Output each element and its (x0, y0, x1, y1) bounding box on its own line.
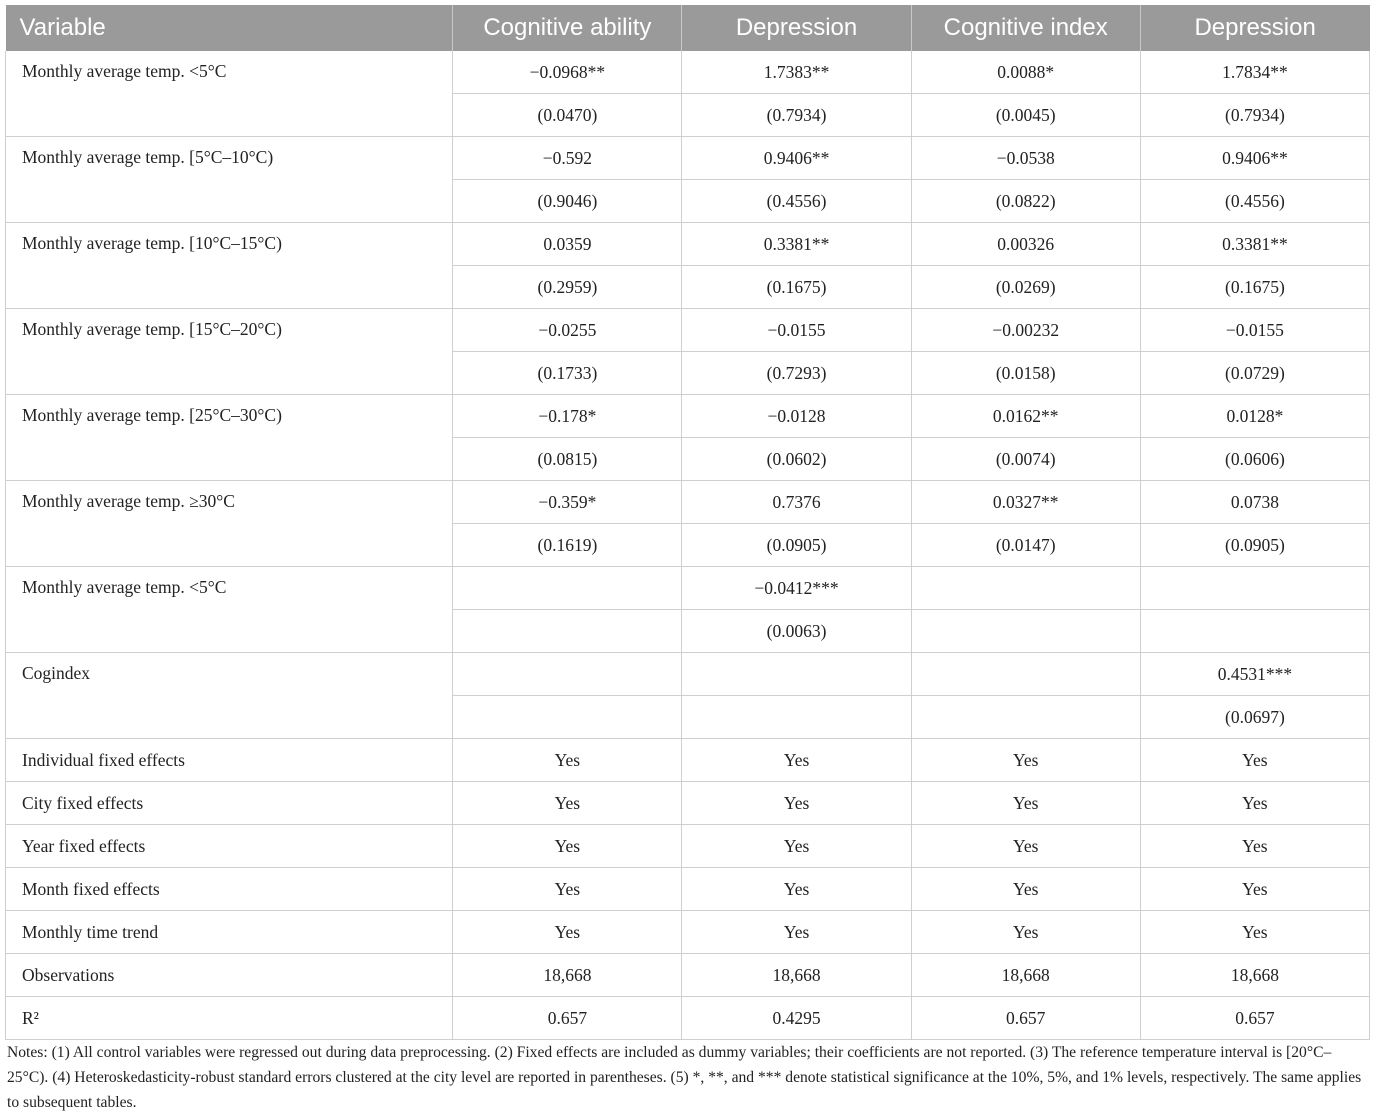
coef-cell: −0.592 (453, 137, 682, 180)
se-cell (911, 696, 1140, 739)
regression-table (5, 5, 1370, 1040)
coef-cell: −0.178* (453, 395, 682, 438)
se-cell: (0.0905) (1140, 524, 1369, 567)
header-depression-2: Depression (1140, 5, 1369, 51)
value-cell: Yes (911, 868, 1140, 911)
coef-cell: −0.0255 (453, 309, 682, 352)
se-cell: (0.1619) (453, 524, 682, 567)
se-cell: (0.0158) (911, 352, 1140, 395)
table-row (6, 782, 1370, 825)
row-label: Year fixed effects (6, 825, 453, 868)
value-cell: 18,668 (911, 954, 1140, 997)
se-cell: (0.0697) (1140, 696, 1369, 739)
coef-cell: 0.7376 (682, 481, 911, 524)
se-cell (1140, 610, 1369, 653)
row-label: Monthly average temp. [10°C–15°C) (6, 223, 453, 309)
coef-cell: −0.0128 (682, 395, 911, 438)
se-cell: (0.0606) (1140, 438, 1369, 481)
value-cell: 0.4295 (682, 997, 911, 1040)
coef-cell: 0.9406** (682, 137, 911, 180)
row-label: Individual fixed effects (6, 739, 453, 782)
coef-cell: 0.3381** (682, 223, 911, 266)
value-cell: 18,668 (682, 954, 911, 997)
se-cell: (0.4556) (1140, 180, 1369, 223)
value-cell: Yes (911, 825, 1140, 868)
table-row (6, 309, 1370, 352)
value-cell: Yes (1140, 739, 1369, 782)
value-cell: Yes (682, 868, 911, 911)
value-cell: Yes (453, 868, 682, 911)
se-cell (453, 696, 682, 739)
value-cell: Yes (911, 782, 1140, 825)
se-cell: (0.0470) (453, 94, 682, 137)
value-cell: Yes (453, 782, 682, 825)
header-row (6, 5, 1370, 51)
value-cell: Yes (1140, 868, 1369, 911)
header-cognitive-ability: Cognitive ability (453, 5, 682, 51)
se-cell: (0.4556) (682, 180, 911, 223)
coef-cell: −0.0155 (1140, 309, 1369, 352)
value-cell: Yes (911, 739, 1140, 782)
se-cell: (0.7934) (682, 94, 911, 137)
table-row (6, 653, 1370, 696)
value-cell: Yes (453, 739, 682, 782)
coef-cell: 0.0088* (911, 51, 1140, 94)
se-cell: (0.0045) (911, 94, 1140, 137)
table-row (6, 868, 1370, 911)
table-row (6, 997, 1370, 1040)
coef-cell (453, 653, 682, 696)
value-cell: Yes (1140, 782, 1369, 825)
coef-cell (1140, 567, 1369, 610)
coef-cell: 0.00326 (911, 223, 1140, 266)
value-cell: Yes (682, 739, 911, 782)
coef-cell: −0.0968** (453, 51, 682, 94)
table-header (6, 5, 1370, 51)
coef-cell: −0.359* (453, 481, 682, 524)
se-cell: (0.7934) (1140, 94, 1369, 137)
header-cognitive-index: Cognitive index (911, 5, 1140, 51)
se-cell: (0.1733) (453, 352, 682, 395)
row-label: Cogindex (6, 653, 453, 739)
row-label: Monthly time trend (6, 911, 453, 954)
table-row (6, 567, 1370, 610)
coef-cell: 0.0162** (911, 395, 1140, 438)
se-cell: (0.0815) (453, 438, 682, 481)
se-cell: (0.0074) (911, 438, 1140, 481)
se-cell: (0.2959) (453, 266, 682, 309)
table-body (6, 51, 1370, 1040)
value-cell: Yes (911, 911, 1140, 954)
row-label: Month fixed effects (6, 868, 453, 911)
value-cell: 0.657 (1140, 997, 1369, 1040)
se-cell: (0.0147) (911, 524, 1140, 567)
value-cell: Yes (682, 911, 911, 954)
coef-cell: −0.0412*** (682, 567, 911, 610)
table-row (6, 954, 1370, 997)
row-label: Monthly average temp. <5°C (6, 51, 453, 137)
coef-cell: 0.0128* (1140, 395, 1369, 438)
se-cell (911, 610, 1140, 653)
coef-cell: −0.0155 (682, 309, 911, 352)
table-row (6, 739, 1370, 782)
se-cell: (0.1675) (682, 266, 911, 309)
value-cell: Yes (1140, 911, 1369, 954)
table-row (6, 51, 1370, 94)
coef-cell (453, 567, 682, 610)
value-cell: Yes (682, 825, 911, 868)
row-label: City fixed effects (6, 782, 453, 825)
value-cell: Yes (453, 911, 682, 954)
se-cell: (0.1675) (1140, 266, 1369, 309)
coef-cell (911, 653, 1140, 696)
table-row (6, 223, 1370, 266)
value-cell: 18,668 (453, 954, 682, 997)
se-cell: (0.0822) (911, 180, 1140, 223)
table-row (6, 395, 1370, 438)
coef-cell: 0.0327** (911, 481, 1140, 524)
se-cell (682, 696, 911, 739)
coef-cell: 0.0738 (1140, 481, 1369, 524)
header-depression: Depression (682, 5, 911, 51)
value-cell: 0.657 (453, 997, 682, 1040)
coef-cell (682, 653, 911, 696)
table-notes: Notes: (1) All control variables were regressed out during data preprocessing. (2) Fixed effects are included as dummy variables; their coefficients are not reported. (3) The reference temperature interval is [20°C–25°C). (4) Heteroskedasticity-robust standard errors clustered at the city level are reported in parentheses. (5) *, **, and *** denote statistical significance at the 10%, 5%, and 1% levels, respectively. The same applies to subsequent tables. (7, 1044, 1362, 1111)
coef-cell: 0.0359 (453, 223, 682, 266)
coef-cell: 0.9406** (1140, 137, 1369, 180)
table-row (6, 481, 1370, 524)
se-cell: (0.9046) (453, 180, 682, 223)
se-cell: (0.0905) (682, 524, 911, 567)
coef-cell: 1.7383** (682, 51, 911, 94)
header-variable: Variable (6, 5, 453, 51)
row-label: Monthly average temp. [25°C–30°C) (6, 395, 453, 481)
coef-cell: 0.4531*** (1140, 653, 1369, 696)
row-label: Observations (6, 954, 453, 997)
value-cell: Yes (1140, 825, 1369, 868)
se-cell: (0.0269) (911, 266, 1140, 309)
row-label: Monthly average temp. <5°C (6, 567, 453, 653)
value-cell: 18,668 (1140, 954, 1369, 997)
row-label: Monthly average temp. ≥30°C (6, 481, 453, 567)
value-cell: Yes (682, 782, 911, 825)
se-cell: (0.0602) (682, 438, 911, 481)
coef-cell: 0.3381** (1140, 223, 1369, 266)
row-label: Monthly average temp. [5°C–10°C) (6, 137, 453, 223)
coef-cell (911, 567, 1140, 610)
value-cell: Yes (453, 825, 682, 868)
value-cell: 0.657 (911, 997, 1140, 1040)
table-row (6, 137, 1370, 180)
se-cell (453, 610, 682, 653)
table-row (6, 825, 1370, 868)
coef-cell: −0.00232 (911, 309, 1140, 352)
row-label: R² (6, 997, 453, 1040)
coef-cell: 1.7834** (1140, 51, 1369, 94)
se-cell: (0.0063) (682, 610, 911, 653)
se-cell: (0.7293) (682, 352, 911, 395)
regression-table-container (5, 5, 1370, 1040)
table-row (6, 911, 1370, 954)
se-cell: (0.0729) (1140, 352, 1369, 395)
row-label: Monthly average temp. [15°C–20°C) (6, 309, 453, 395)
coef-cell: −0.0538 (911, 137, 1140, 180)
